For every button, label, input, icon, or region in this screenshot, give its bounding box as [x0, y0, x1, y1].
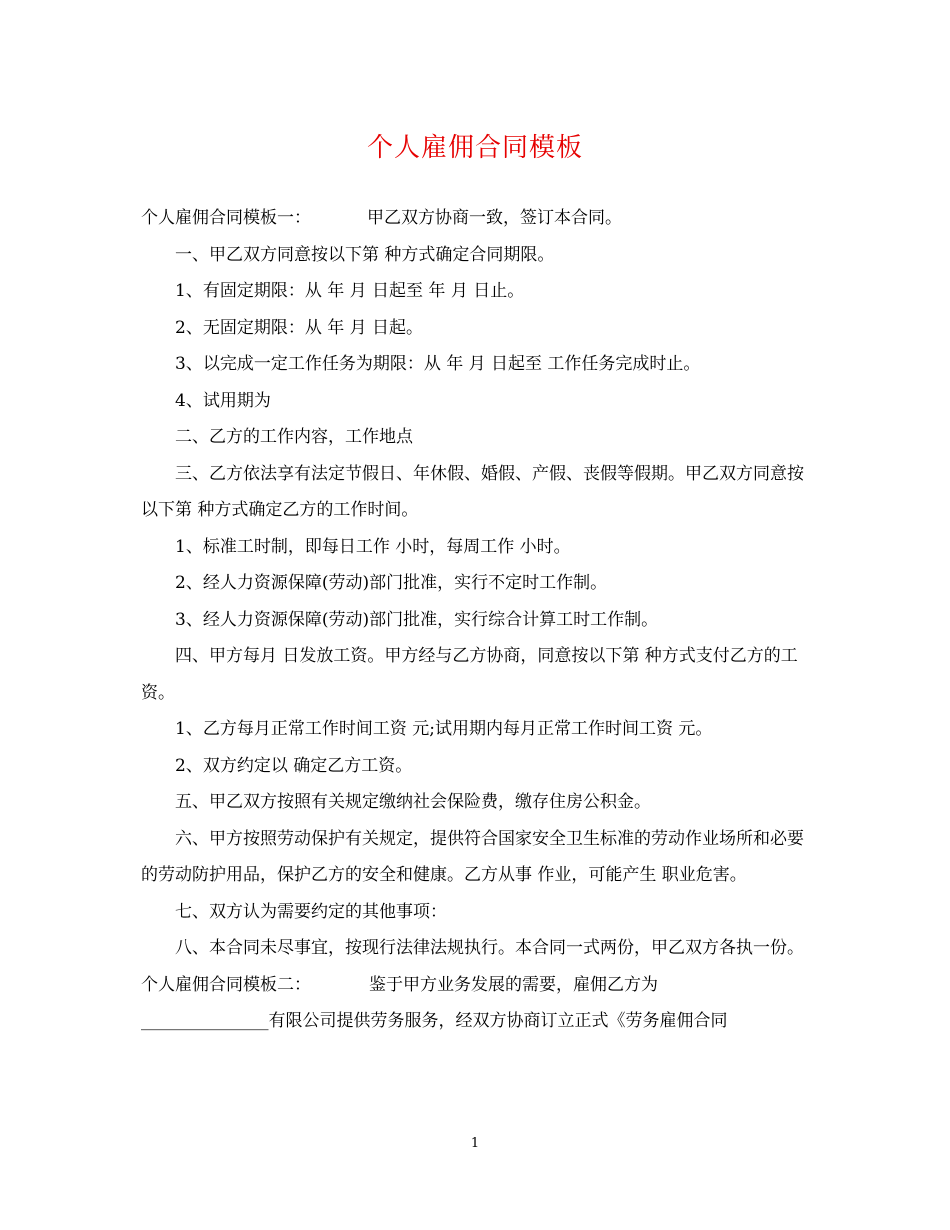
- template2-heading-line: [141, 967, 811, 1004]
- template2-intro: 鉴于甲方业务发展的需要，雇佣乙方为: [369, 974, 658, 995]
- paragraph-4: 3、以完成一定工作任务为期限：从 年 月 日起至 工作任务完成时止。: [175, 354, 701, 374]
- template1-intro: 甲乙双方协商一致，签订本合同。: [367, 208, 622, 228]
- template1-heading-line: [141, 200, 811, 237]
- paragraph-8: 1、标准工时制，即每日工作 小时，每周工作 小时。: [175, 536, 571, 557]
- document-title: 个人雇佣合同模板: [366, 133, 583, 163]
- template1-label: 个人雇佣合同模板一：: [141, 208, 311, 228]
- template2-continuation: _______________有限公司提供劳务服务，经双方协商订立正式《劳务雇佣合同: [141, 1011, 728, 1031]
- paragraph-6: 二、乙方的工作内容，工作地点: [175, 427, 413, 447]
- paragraph-3: 2、无固定期限：从 年 月 日起。: [175, 317, 424, 338]
- paragraph-1: 一、甲乙双方同意按以下第 种方式确定合同期限。: [175, 244, 555, 265]
- paragraph-12: 1、乙方每月正常工作时间工资 元;试用期内每月正常工作时间工资 元。: [175, 719, 713, 739]
- page-number: 1: [470, 1136, 480, 1151]
- paragraph-11: 四、甲方每月 日发放工资。甲方经与乙方协商，同意按以下第 种方式支付乙方的工资。: [141, 646, 798, 703]
- paragraph-17: 八、本合同未尽事宜，按现行法律法规执行。本合同一式两份，甲乙双方各执一份。: [175, 938, 804, 958]
- paragraph-16: 七、双方认为需要约定的其他事项：: [175, 901, 447, 922]
- paragraph-5: 4、试用期为: [175, 390, 271, 411]
- template2-label: 个人雇佣合同模板二：: [141, 974, 311, 995]
- document-body: [141, 200, 811, 1040]
- paragraph-15: 六、甲方按照劳动保护有关规定，提供符合国家安全卫生标准的劳动作业场所和必要的劳动防护用品，保护乙方的安全和健康。乙方从事 作业，可能产生 职业危害。: [141, 828, 804, 885]
- paragraph-14: 五、甲乙双方按照有关规定缴纳社会保险费，缴存住房公积金。: [175, 792, 651, 812]
- paragraph-13: 2、双方约定以 确定乙方工资。: [175, 755, 413, 776]
- paragraph-9: 2、经人力资源保障(劳动)部门批准，实行不定时工作制。: [175, 573, 608, 593]
- paragraph-7: 三、乙方依法享有法定节假日、年休假、婚假、产假、丧假等假期。甲乙双方同意按以下第 种方式确定乙方的工作时间。: [141, 463, 804, 520]
- paragraph-10: 3、经人力资源保障(劳动)部门批准，实行综合计算工时工作制。: [175, 609, 659, 630]
- paragraph-2: 1、有固定期限：从 年 月 日起至 年 月 日止。: [175, 281, 525, 301]
